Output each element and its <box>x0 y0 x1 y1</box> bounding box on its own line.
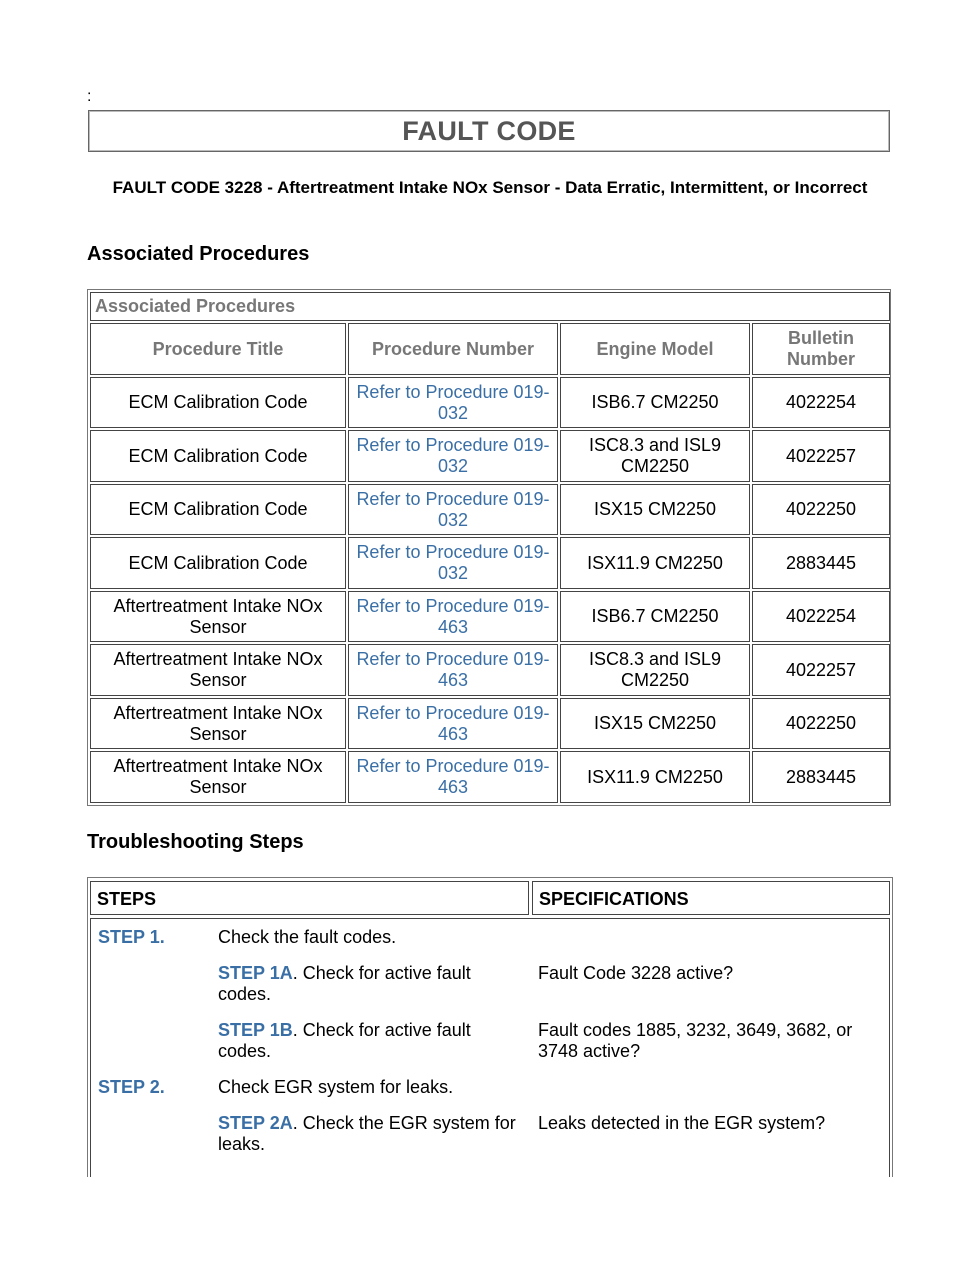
procedure-title-cell: Aftertreatment Intake NOx Sensor <box>90 591 346 643</box>
procedure-title-cell: ECM Calibration Code <box>90 484 346 536</box>
step-1b-label[interactable]: STEP 1B <box>218 1020 293 1040</box>
table-row <box>90 484 890 536</box>
step-2-label[interactable] <box>98 1077 165 1098</box>
bulletin-number-cell: 4022257 <box>752 644 890 696</box>
bulletin-number-cell: 4022254 <box>752 377 890 429</box>
step-1b-description: . Check for active fault codes. <box>218 1020 471 1061</box>
column-header-title: Procedure Title <box>90 323 346 375</box>
banner-title: FAULT CODE <box>402 115 576 146</box>
step-1a-spec: Fault Code 3228 active? <box>538 963 734 983</box>
fault-code-banner <box>88 110 890 152</box>
engine-model-cell: ISC8.3 and ISL9 CM2250 <box>560 644 750 696</box>
procedure-link[interactable]: Refer to Procedure 019-463 <box>348 591 558 643</box>
associated-procedures-heading: Associated Procedures <box>87 243 310 265</box>
leading-colon: : <box>87 88 92 105</box>
bulletin-number-cell: 2883445 <box>752 751 890 803</box>
procedure-link[interactable]: Refer to Procedure 019-032 <box>348 484 558 536</box>
column-header-engine: Engine Model <box>560 323 750 375</box>
engine-model-cell: ISB6.7 CM2250 <box>560 377 750 429</box>
step-1a-description: . Check for active fault codes. <box>218 963 471 1004</box>
step-1a-text <box>218 963 518 1005</box>
troubleshooting-table <box>87 877 893 1177</box>
engine-model-cell: ISC8.3 and ISL9 CM2250 <box>560 430 750 482</box>
engine-model-cell: ISB6.7 CM2250 <box>560 591 750 643</box>
troubleshooting-body <box>90 918 890 1177</box>
table-row <box>90 430 890 482</box>
column-header-procedure: Procedure Number <box>348 323 558 375</box>
engine-model-cell: ISX11.9 CM2250 <box>560 751 750 803</box>
fault-title: FAULT CODE 3228 - Aftertreatment Intake NOx Sensor - Data Erratic, Intermittent, or Incorrect <box>112 178 868 197</box>
step-1a-label[interactable]: STEP 1A <box>218 963 293 983</box>
bulletin-number-cell: 4022250 <box>752 698 890 750</box>
step-2a-label[interactable]: STEP 2A <box>218 1113 293 1133</box>
bulletin-number-cell: 4022257 <box>752 430 890 482</box>
engine-model-cell: ISX11.9 CM2250 <box>560 537 750 589</box>
procedure-link[interactable]: Refer to Procedure 019-032 <box>348 430 558 482</box>
procedure-link[interactable]: Refer to Procedure 019-463 <box>348 751 558 803</box>
step-1-text: Check the fault codes. <box>218 927 397 947</box>
troubleshooting-heading: Troubleshooting Steps <box>87 831 304 853</box>
step-1b-spec: Fault codes 1885, 3232, 3649, 3682, or 3748 active? <box>538 1020 853 1061</box>
bulletin-number-cell: 4022250 <box>752 484 890 536</box>
step-2a-text <box>218 1113 518 1155</box>
procedure-link[interactable]: Refer to Procedure 019-032 <box>348 537 558 589</box>
table-row <box>90 537 890 589</box>
engine-model-cell: ISX15 CM2250 <box>560 698 750 750</box>
step-1b-text <box>218 1020 518 1062</box>
column-header-specifications: SPECIFICATIONS <box>532 881 890 915</box>
table-row <box>90 591 890 643</box>
engine-model-cell: ISX15 CM2250 <box>560 484 750 536</box>
table-row <box>90 751 890 803</box>
procedure-link[interactable]: Refer to Procedure 019-463 <box>348 644 558 696</box>
procedure-title-cell: Aftertreatment Intake NOx Sensor <box>90 751 346 803</box>
troubleshooting-header-row <box>90 881 890 917</box>
step-1-label[interactable] <box>98 927 165 948</box>
column-header-steps: STEPS <box>90 881 529 915</box>
step-label[interactable]: STEP 2. <box>98 1077 165 1097</box>
procedure-link[interactable]: Refer to Procedure 019-463 <box>348 698 558 750</box>
procedure-link[interactable]: Refer to Procedure 019-032 <box>348 377 558 429</box>
procedure-title-cell: ECM Calibration Code <box>90 430 346 482</box>
procedure-title-cell: ECM Calibration Code <box>90 537 346 589</box>
procedure-title-cell: Aftertreatment Intake NOx Sensor <box>90 698 346 750</box>
associated-procedures-table <box>87 289 891 806</box>
table-row <box>90 644 890 696</box>
table-row <box>90 377 890 429</box>
column-header-bulletin: Bulletin Number <box>752 323 890 375</box>
procedure-title-cell: ECM Calibration Code <box>90 377 346 429</box>
procedure-title-cell: Aftertreatment Intake NOx Sensor <box>90 644 346 696</box>
step-label[interactable]: STEP 1. <box>98 927 165 947</box>
table-row <box>90 698 890 750</box>
table-caption: Associated Procedures <box>90 292 890 321</box>
bulletin-number-cell: 2883445 <box>752 537 890 589</box>
step-2-text: Check EGR system for leaks. <box>218 1077 454 1097</box>
step-2a-description: . Check the EGR system for leaks. <box>218 1113 516 1154</box>
bulletin-number-cell: 4022254 <box>752 591 890 643</box>
step-2a-spec: Leaks detected in the EGR system? <box>538 1113 826 1133</box>
